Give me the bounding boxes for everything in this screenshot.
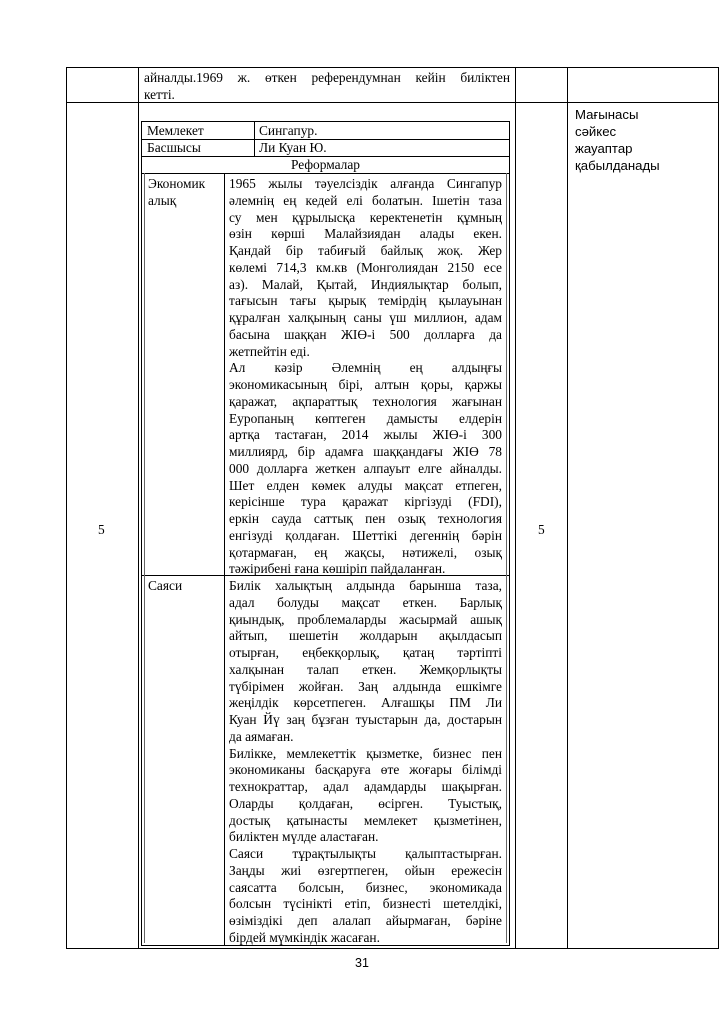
economic-text-line: тағысын тағы қырық темірдің қылауынан <box>229 293 502 309</box>
political-text-line: халқынан талап еткен. Жемқорлықты <box>229 661 502 677</box>
criteria-line-1: Мағынасы <box>575 107 639 122</box>
economic-text-line: артқа тастаған, 2014 жылы ЖІӨ-і 300 <box>229 427 502 443</box>
political-text-line: Билікке, мемлекеттік қызметке, бизнес пен <box>229 745 502 761</box>
economic-text-line: тәжірибені ғана көшіріп пайдаланған. <box>229 561 446 577</box>
economic-text-line: жетпейтін еді. <box>229 343 310 359</box>
political-text-line: саясатта болсын, бизнес, экономикада <box>229 879 502 895</box>
economic-text-line: құралған халқының саны үш миллион, адам <box>229 310 502 325</box>
political-text-line: Оларды қолдаған, өсірген. Туыстық, <box>229 795 502 811</box>
row-number-left: 5 <box>98 522 105 537</box>
political-text-line: биліктен мүлде аластаған. <box>229 829 379 845</box>
economic-text-line: аз). Малай, Қытай, Индиялықтар болып, <box>229 276 502 292</box>
economic-text-line: әлемнің ең кедей елі болатын. Ішетін таза <box>229 192 502 208</box>
economic-text-line: 1965 жылы тәуелсіздік алғанда Сингапур <box>229 176 502 191</box>
political-text-line: Куан Йү заң бұзған туыстарын да, достарын <box>229 712 502 727</box>
economic-text-line: басына шаққан ЖІӨ-і 500 долларға да <box>229 326 502 342</box>
economic-text-line: керісінше тура қаражат кіргізуді (FDI), <box>229 494 502 510</box>
economic-text-line: еркін сауда саттық пен озық технология <box>229 511 502 526</box>
political-text-line: Заңды жиі өзгертпеген, ойын ережесін <box>229 862 502 878</box>
top-row-line-1: айналды.1969 ж. өткен референдумнан кейін биліктен <box>144 70 510 85</box>
economic-text-line: көлемі 714,3 км.кв (Монголиядан 2150 есе <box>229 259 502 275</box>
political-text-line: достық қатынасты мемлекет қызметінен, <box>229 812 502 828</box>
political-text-line: отырған, еңбекқорлық, қатаң тәртіпті <box>229 645 502 660</box>
criteria-line-2: сәйкес <box>575 124 617 139</box>
economic-text-line: Қандай бір табиғый байлық жоқ. Жер <box>229 243 502 258</box>
reforms-header: Реформалар <box>290 157 360 172</box>
political-text-line: түбірімен жойған. Заң алдында ешкімге <box>229 678 502 694</box>
top-row-line-2: кетті. <box>144 87 175 102</box>
political-text-line: да аямаған. <box>229 728 294 744</box>
political-text-line: қиындық, проблемаларды жасырмай ашық <box>229 611 502 627</box>
political-text-line: Саяси тұрақтылықты қалыптастырған. <box>229 846 502 861</box>
economic-label-line-2: алық <box>148 193 177 208</box>
state-label: Мемлекет <box>147 123 204 138</box>
row-number-right: 5 <box>538 522 545 537</box>
economic-text-line: енгізуді қолдаған. Шеттікі дегеннің бәрін <box>229 527 502 543</box>
political-text-line: технократтар, адал адамдарды шақырған. <box>229 779 502 794</box>
head-value: Ли Куан Ю. <box>259 140 327 155</box>
criteria-line-3: жауаптар <box>575 141 633 156</box>
political-text-line: өзіміздікі деп алалап айырмаған, бәріне <box>229 913 502 928</box>
economic-label-line-1: Экономик <box>148 176 206 191</box>
political-text-line: адал болуды мақсат еткен. Барлық <box>229 594 502 610</box>
economic-text-line: қотармаған, ең жақсы, нәтижелі, озық <box>229 544 502 560</box>
political-text-line: айтып, шешетін жолдарын ақылдасып <box>229 628 502 644</box>
economic-text-line: миллиярд, бір адамға шаққандағы ЖІӨ 78 <box>229 444 502 459</box>
political-text-line: Билік халықтың алдында барынша таза, <box>229 578 502 593</box>
head-label: Басшысы <box>147 140 201 155</box>
criteria-line-4: қабылданады <box>575 158 660 173</box>
economic-text-line: 000 долларға жеткен алпауыт елге айналды. <box>229 460 502 476</box>
political-label: Саяси <box>148 578 183 593</box>
state-value: Сингапур. <box>259 123 318 138</box>
economic-text-line: су мен құрылысқа керектенетін құмның <box>229 209 502 225</box>
political-text-line: экономиканы басқаруға өте жоғары білімді <box>229 762 502 778</box>
political-text-line: болсын түсінікті етіп, бизнесті шетелдікі, <box>229 896 502 912</box>
economic-text-line: қаражат, ақпараттық технология жағынан <box>229 393 502 409</box>
economic-text-line: экономикасының бірі, алтын қоры, қаржы <box>229 377 502 392</box>
political-text-line: бірдей мүмкіндік жасаған. <box>229 929 380 945</box>
economic-text-line: Еуропаның көптеген дамысты елдерін <box>229 410 502 426</box>
economic-text-line: Ал кәзір Әлемнің ең алдыңғы <box>229 360 502 376</box>
economic-text-line: өзін көрші Малайзиядан алады екен. <box>229 226 502 242</box>
page-number: 31 <box>355 956 369 970</box>
political-text-line: жеңілдік көрсетпеген. Алғашқы ПМ Ли <box>229 695 502 711</box>
economic-text-line: Шет елден көмек алуды мақсат етпеген, <box>229 477 502 493</box>
